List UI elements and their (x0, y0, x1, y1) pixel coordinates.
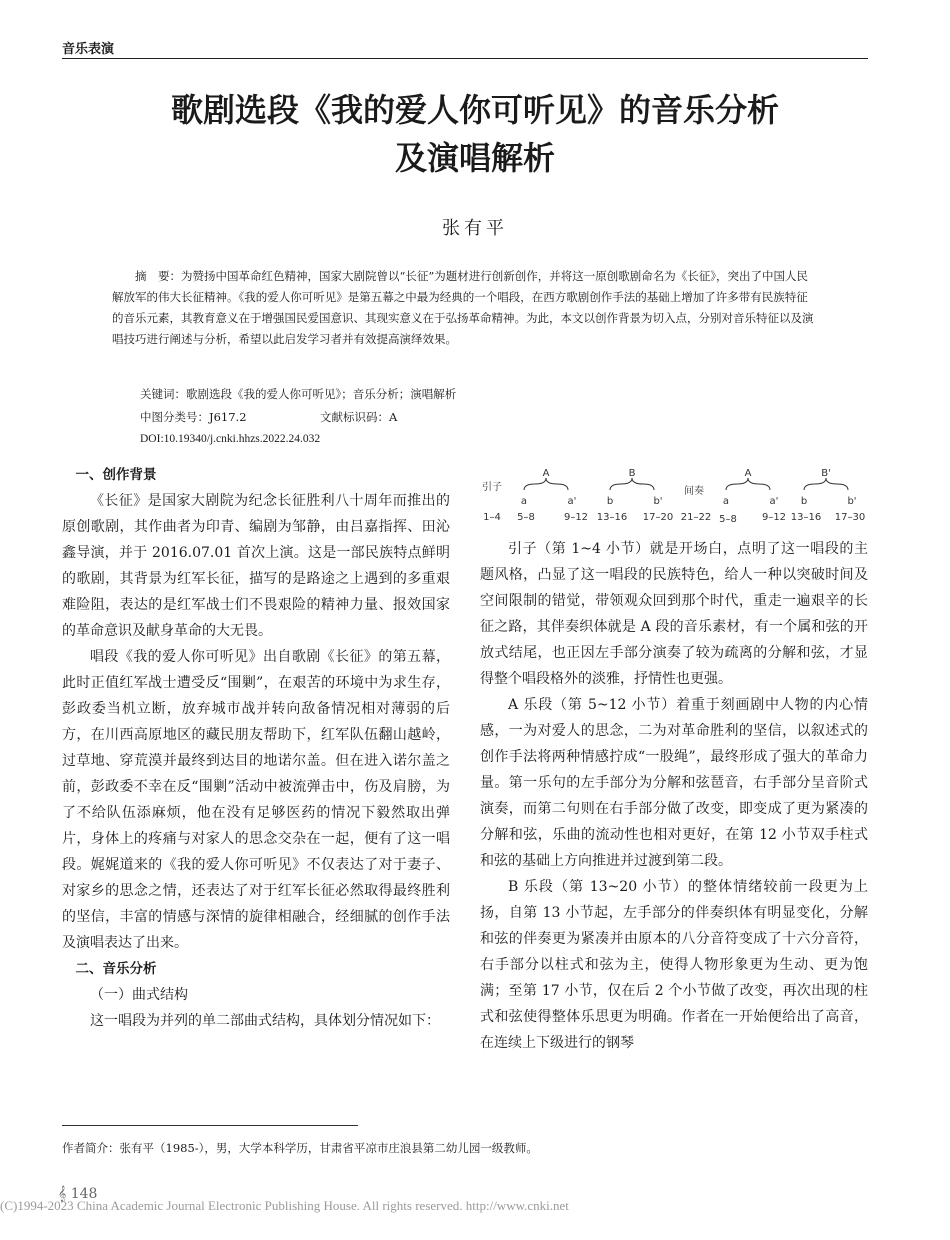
group-label: B' (821, 468, 831, 479)
sub-label: b (800, 496, 808, 507)
group-label: B (628, 468, 636, 479)
sub-label: a' (567, 496, 577, 507)
abstract-text: 摘 要：为赞扬中国革命红色精神，国家大剧院曾以“长征”为题材进行创新创作，并将这一原创歌剧命名为《长征》，突出了中国人民解放军的伟大长征精神。《我的爱人你可听见》是第五幕之中最为经典的一个唱段，在西方歌剧创作手法的基础上增加了许多带有民族特征的音乐元素，其教育意义在于增强国民爱国意识、其现实意义在于弘扬革命精神。为此，本文以创作背景为切入点，分别对音乐特征以及演唱技巧进行阐述与分析，希望以此启发学习者并有效提高演绎效果。 (112, 269, 814, 346)
paragraph: B 乐段（第 13~20 小节）的整体情绪较前一段更为上扬，自第 13 小节起，左手部分的伴奏织体有明显变化，分解和弦的伴奏更为紧凑并由原本的八分音符变成了十六分音符，右手部分以柱式和弦为主，使得人物形象更为生动、更为饱满；至第 17 小节，仅在后 2 个小节做了改变，再次出现的柱式和弦使得整体乐思更为明确。作者在一开始便给出了高音，在连续上下级进行的钢琴 (480, 879, 868, 1051)
paragraph: 引子（第 1~4 小节）就是开场白，点明了这一唱段的主题风格，凸显了这一唱段的民族特色，给人一种以突破时间及空间限制的错觉，带领观众回到那个时代，重走一遍艰辛的长征之路，其伴奏织体就是 A 段的音乐素材，有一个属和弦的开放式结尾，也正因左手部分演奏了较为疏离的分解和弦，才显得整个唱段格外的淡雅，抒情性也更强。 (480, 541, 868, 687)
paragraph: 唱段《我的爱人你可听见》出自歌剧《长征》的第五幕，此时正值红军战士遭受反“围剿”，在艰苦的环境中为求生存，彭政委当机立断，放弃城市战并转向敌备情况相对薄弱的后方，在川西高原地区的藏民朋友帮助下，红军队伍翻山越岭，过草地、穿荒漠并最终到达目的地诺尔盖。但在进入诺尔盖之前，彭政委不幸在反“围剿”活动中被流弹击中，伤及肩膀，为了不给队伍添麻烦，他在没有足够医药的情况下毅然取出弹片，身体上的疼痛与对家人的思念交杂在一起，便有了这一唱段。娓娓道来的《我的爱人你可听见》不仅表达了对于妻子、对家乡的思念之情，还表达了对于红军长征必然取得最终胜利的坚信，丰富的情感与深情的旋律相融合，经细腻的创作手法及演唱表达了出来。 (62, 649, 450, 951)
copyright-watermark: (C)1994-2023 China Academic Journal Electronic Publishing House. All rights reserved. http://www.cnki.net (0, 1198, 569, 1213)
paragraph: 《长征》是国家大剧院为纪念长征胜利八十周年而推出的原创歌剧，其作曲者为印青、编剧为邹静，由吕嘉指挥、田沁鑫导演，并于 2016.07.01 首次上演。这是一部民族特点鲜明的歌剧，其背景为红军长征，描写的是路途之上遇到的多重艰难险阻，表达的是红军战士们不畏艰险的精神力量、报效国家的革命意识及献身革命的大无畏。 (62, 493, 450, 639)
sub-label: a (722, 496, 730, 507)
sub-label: a' (769, 496, 779, 507)
music-note-icon: 𝄞 (58, 1186, 67, 1202)
bar-range: 17–30 (834, 512, 866, 523)
bar-range: 9–12 (761, 512, 787, 523)
sub-label: b' (653, 496, 663, 507)
article-title (0, 86, 950, 182)
keywords: 关键词：歌剧选段《我的爱人你可听见》；音乐分析；演唱解析 (140, 387, 457, 401)
subsection-heading: （一）曲式结构 (90, 987, 188, 1003)
bar-range: 5–8 (719, 514, 737, 525)
bar-range: 5–8 (517, 512, 535, 523)
author-name: 张有平 (442, 218, 508, 239)
bar-range: 17–20 (642, 512, 674, 523)
brace (610, 478, 654, 490)
paragraph: A 乐段（第 5~12 小节）着重于刻画剧中人物的内心情感，一为对爱人的思念，二为对革命胜利的坚信，以叙述式的创作手法将两种情感拧成“一股绳”，最终形成了强大的革命力量。第一乐句的左手部分为分解和弦琶音，右手部分呈音阶式演奏，而第二句则在右手部分做了改变，即变成了更为紧凑的分解和弦，乐曲的流动性也相对更好，在第 12 小节双手柱式和弦的基础上方向推进并过渡到第二段。 (480, 697, 868, 869)
bar-range: 13–16 (596, 512, 628, 523)
interlude-label: 间奏 (684, 486, 704, 497)
sub-label: b (606, 496, 614, 507)
group-label: A (542, 468, 550, 479)
page-number-text: 148 (70, 1186, 98, 1202)
paragraph: 这一唱段为并列的单二部曲式结构，具体划分情况如下： (90, 1013, 440, 1029)
header-rule (62, 58, 868, 59)
brace (804, 478, 848, 490)
classification-number: 中图分类号：J617.2 (140, 410, 247, 424)
footnote-rule (62, 1125, 358, 1126)
abstract-block (112, 266, 818, 350)
brace (726, 478, 770, 490)
author-footnote: 作者简介：张有平（1985-），男，大学本科学历，甘肃省平凉市庄浪县第二幼儿园一级教师。 (62, 1141, 538, 1155)
brace (524, 478, 568, 490)
group-label: A (744, 468, 752, 479)
bar-range: 21–22 (680, 512, 712, 523)
title-line-2: 及演唱解析 (394, 139, 555, 177)
title-line-1: 歌剧选段《我的爱人你可听见》的音乐分析 (170, 91, 779, 129)
section-heading-2: 二、音乐分析 (75, 961, 157, 977)
sub-label: b' (847, 496, 857, 507)
section-heading-1: 一、创作背景 (75, 467, 157, 483)
left-column (62, 462, 450, 1034)
form-structure-diagram (480, 466, 870, 526)
document-code: 文献标识码：A (320, 410, 398, 424)
bar-range: 9–12 (563, 512, 589, 523)
bar-range: 1–4 (483, 512, 501, 523)
sub-label: a (520, 496, 528, 507)
intro-label: 引子 (482, 482, 502, 493)
right-column (480, 536, 868, 1056)
bar-range: 13–16 (790, 512, 822, 523)
journal-section-label: 音乐表演 (62, 42, 115, 57)
doi: DOI:10.19340/j.cnki.hhzs.2022.24.032 (140, 433, 321, 445)
